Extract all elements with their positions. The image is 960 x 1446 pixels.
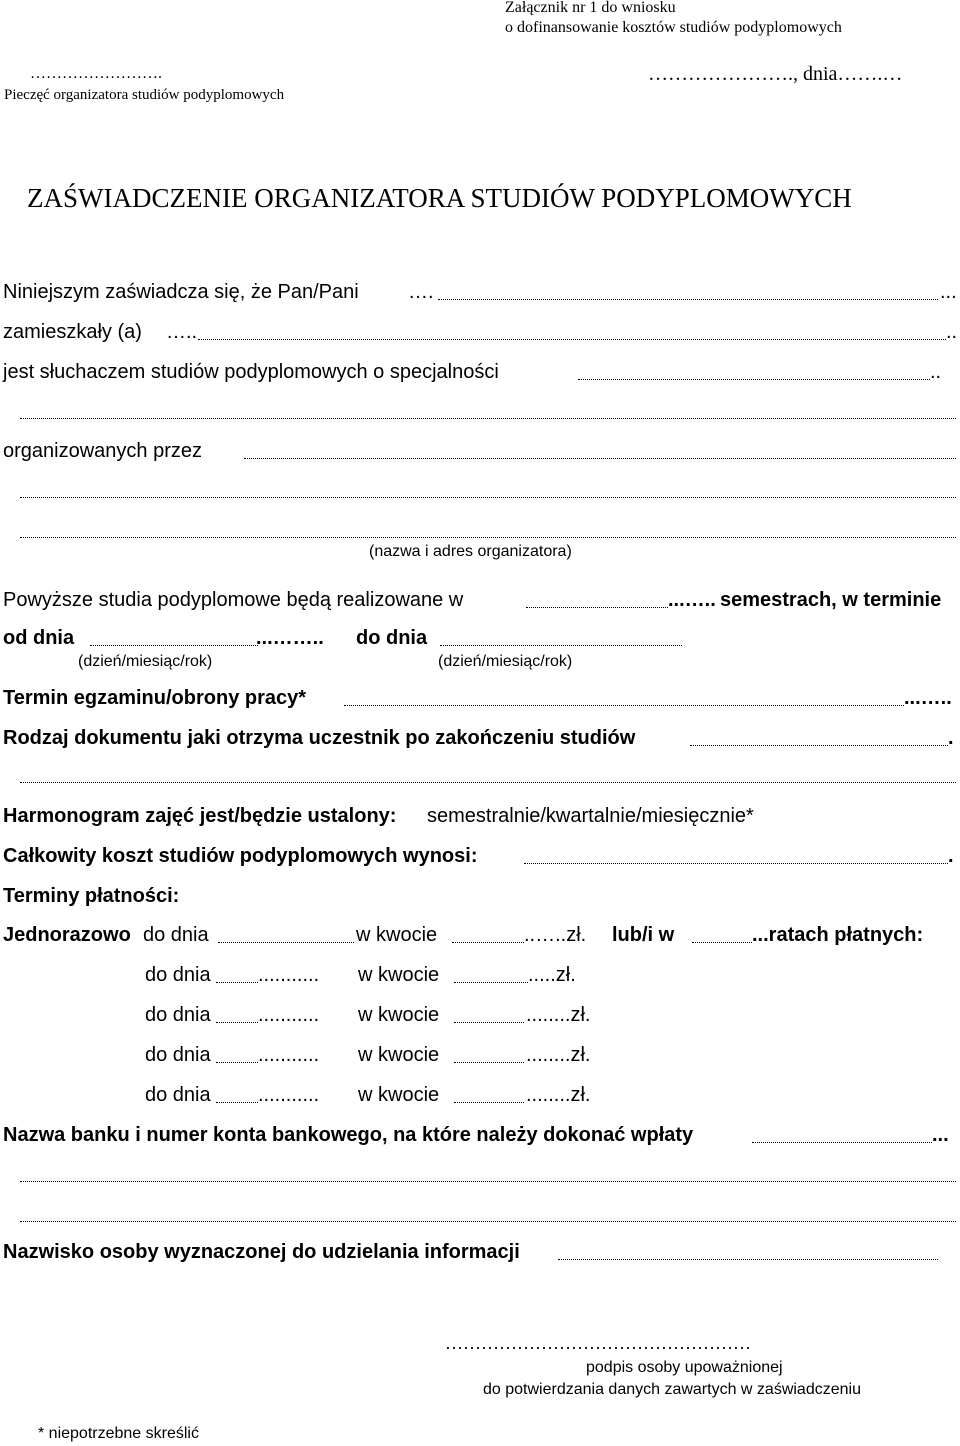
raty-count-field[interactable] xyxy=(692,942,752,943)
organizowanych-label: organizowanych przez xyxy=(3,440,202,462)
jednorazowo-w-kwocie: w kwocie xyxy=(356,924,438,946)
page-title: ZAŚWIADCZENIE ORGANIZATORA STUDIÓW PODYPLOMOWYCH xyxy=(27,183,852,213)
installment-mid: ........... xyxy=(258,1004,320,1026)
terminy-label: Terminy płatności: xyxy=(3,885,180,907)
footnote: * niepotrzebne skreślić xyxy=(38,1425,199,1442)
installment-do-dnia: do dnia xyxy=(145,964,211,986)
dokument-end: . xyxy=(948,727,954,749)
bank-field-line-2[interactable] xyxy=(20,1181,956,1182)
installment-date-field[interactable] xyxy=(216,1102,258,1103)
stamp-dots: ……………………. xyxy=(30,65,162,82)
od-dnia-dots: ...…….. xyxy=(256,627,324,649)
pan-pani-label: Niniejszym zaświadcza się, że Pan/Pani xyxy=(3,281,359,303)
installment-amount-field[interactable] xyxy=(454,982,528,983)
installment-amount: ........zł. xyxy=(526,1004,591,1026)
zamieszkaly-end: .. xyxy=(946,321,958,343)
zamieszkaly-dots: ….. xyxy=(166,321,198,343)
installment-amount: ........zł. xyxy=(526,1084,591,1106)
installment-w-kwocie: w kwocie xyxy=(358,964,440,986)
installment-w-kwocie: w kwocie xyxy=(358,1084,440,1106)
bank-field[interactable] xyxy=(752,1142,932,1143)
organizator-field[interactable] xyxy=(244,458,956,459)
dokument-field-line-2[interactable] xyxy=(20,782,956,783)
jednorazowo-label: Jednorazowo xyxy=(3,924,131,946)
date-hint-from: (dzień/miesiąc/rok) xyxy=(78,653,213,670)
specjalnosc-field[interactable] xyxy=(578,379,930,380)
signature-dots: …………………………………………… xyxy=(445,1333,751,1353)
pan-pani-dots: …. xyxy=(408,281,434,303)
installment-do-dnia: do dnia xyxy=(145,1004,211,1026)
harmonogram-label: Harmonogram zajęć jest/będzie ustalony: xyxy=(3,805,397,827)
attachment-line-1: Załącznik nr 1 do wniosku xyxy=(505,0,676,16)
installment-amount-field[interactable] xyxy=(454,1102,524,1103)
installment-amount-field[interactable] xyxy=(454,1022,524,1023)
lub-w-label: lub/i w xyxy=(612,924,675,946)
organizator-field-line-2[interactable] xyxy=(20,497,956,498)
bank-end: ... xyxy=(932,1124,949,1146)
semestry-field[interactable] xyxy=(526,607,668,608)
dokument-label: Rodzaj dokumentu jaki otrzyma uczestnik po zakończeniu studiów xyxy=(3,727,636,749)
koszt-field[interactable] xyxy=(524,863,948,864)
realizowane-mid: ...….. xyxy=(668,589,716,611)
jednorazowo-do-dnia: do dnia xyxy=(143,924,209,946)
organizator-hint: (nazwa i adres organizatora) xyxy=(369,543,572,560)
do-dnia-label: do dnia xyxy=(356,627,428,649)
egzamin-field[interactable] xyxy=(344,705,904,706)
installment-amount-field[interactable] xyxy=(454,1062,524,1063)
harmonogram-value: semestralnie/kwartalnie/miesięcznie* xyxy=(427,805,754,827)
koszt-label: Całkowity koszt studiów podyplomowych wynosi: xyxy=(3,845,478,867)
installment-mid: ........... xyxy=(258,1044,320,1066)
bank-field-line-3[interactable] xyxy=(20,1221,956,1222)
date-hint-to: (dzień/miesiąc/rok) xyxy=(438,653,573,670)
jednorazowo-amount: ..…..zł. xyxy=(524,924,587,946)
attachment-line-2: o dofinansowanie kosztów studiów podyplomowych xyxy=(505,19,842,36)
installment-w-kwocie: w kwocie xyxy=(358,1044,440,1066)
ratach-label: ...ratach płatnych: xyxy=(752,924,924,946)
contact-label: Nazwisko osoby wyznaczonej do udzielania informacji xyxy=(3,1241,520,1263)
installment-amount: ........zł. xyxy=(526,1044,591,1066)
do-dnia-field[interactable] xyxy=(440,645,682,646)
dokument-field[interactable] xyxy=(690,745,948,746)
installment-do-dnia: do dnia xyxy=(145,1044,211,1066)
installment-amount: .....zł. xyxy=(528,964,576,986)
specjalnosc-field-line-2[interactable] xyxy=(20,418,956,419)
pan-pani-end: ... xyxy=(940,281,957,303)
organizator-field-line-3[interactable] xyxy=(20,537,956,538)
contact-field[interactable] xyxy=(558,1259,938,1260)
realizowane-end: semestrach, w terminie xyxy=(720,589,942,611)
od-dnia-field[interactable] xyxy=(90,645,258,646)
signature-line-2: do potwierdzania danych zawartych w zaświadczeniu xyxy=(483,1381,861,1398)
egzamin-end: ...….. xyxy=(904,687,952,709)
jednorazowo-amount-field[interactable] xyxy=(452,942,524,943)
od-dnia-label: od dnia xyxy=(3,627,75,649)
jednorazowo-date-field[interactable] xyxy=(218,942,354,943)
zamieszkaly-label: zamieszkały (a) xyxy=(3,321,142,343)
installment-date-field[interactable] xyxy=(216,982,258,983)
installment-mid: ........... xyxy=(258,964,320,986)
pan-pani-field[interactable] xyxy=(438,299,938,300)
koszt-end: . xyxy=(948,845,954,867)
signature-line-1: podpis osoby upoważnionej xyxy=(586,1359,783,1376)
date-line: …………………., dnia…….… xyxy=(648,63,903,85)
installment-date-field[interactable] xyxy=(216,1062,258,1063)
installment-do-dnia: do dnia xyxy=(145,1084,211,1106)
installment-w-kwocie: w kwocie xyxy=(358,1004,440,1026)
specjalnosc-label: jest słuchaczem studiów podyplomowych o specjalności xyxy=(3,361,499,383)
stamp-label: Pieczęć organizatora studiów podyplomowych xyxy=(4,87,285,103)
realizowane-label: Powyższe studia podyplomowe będą realizowane w xyxy=(3,589,464,611)
installment-date-field[interactable] xyxy=(216,1022,258,1023)
specjalnosc-end: .. xyxy=(930,361,942,383)
egzamin-label: Termin egzaminu/obrony pracy* xyxy=(3,687,307,709)
bank-label: Nazwa banku i numer konta bankowego, na które należy dokonać wpłaty xyxy=(3,1124,694,1146)
zamieszkaly-field[interactable] xyxy=(198,339,946,340)
installment-mid: ........... xyxy=(258,1084,320,1106)
